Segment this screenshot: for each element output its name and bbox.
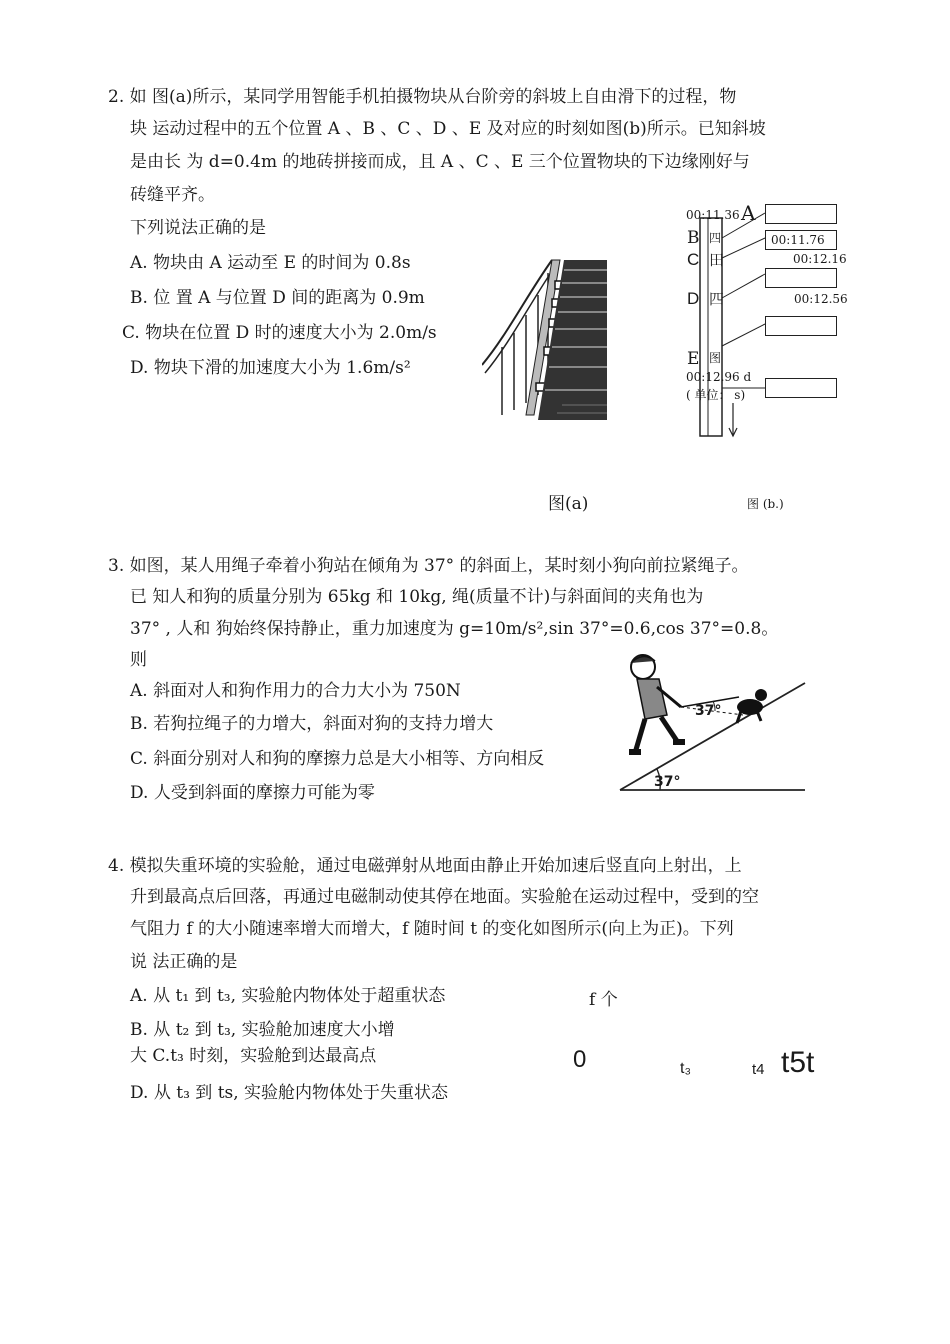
screen-box-e [765, 378, 837, 398]
unit-label: ( 单位： s) [686, 388, 746, 402]
q3-line-4: 则 [130, 650, 147, 670]
time-c: 00:12.16 [793, 252, 847, 266]
q4-option-a: A. 从 t₁ 到 t₃, 实验舱内物体处于超重状态 [130, 986, 446, 1006]
graph-origin-label: 0 [573, 1046, 587, 1073]
char-c: 田 [709, 251, 725, 269]
char-e: 图 [709, 351, 722, 365]
graph-f-axis-label: f 个 [589, 990, 618, 1010]
q4-option-d: D. 从 t₃ 到 ts, 实验舱内物体处于失重状态 [130, 1083, 449, 1103]
figure-b-caption: 图 (b.) [747, 497, 784, 511]
q2-option-a: A. 物块由 A 运动至 E 的时间为 0.8s [130, 253, 411, 273]
figure-a-caption: 图(a) [548, 494, 589, 514]
slope-angle-label: 37° [654, 774, 681, 790]
q3-line-1: 3. 如图，某人用绳子牵着小狗站在倾角为 37° 的斜面上，某时刻小狗向前拉紧绳子。 [108, 556, 749, 576]
q4-line-2: 升到最高点后回落，再通过电磁制动使其停在地面。实验舱在运动过程中，受到的空 [130, 887, 759, 907]
figure-a-staircase [482, 255, 612, 425]
time-b: 00:11.76 [771, 233, 825, 247]
char-d: 四 [709, 290, 725, 308]
time-e: 00:12.96 d [686, 370, 752, 384]
screen-box-a [765, 204, 837, 224]
char-b: 四 [709, 231, 722, 245]
label-b: B [687, 228, 700, 248]
figure-b-timeline [683, 198, 858, 443]
q3-option-b: B. 若狗拉绳子的力增大，斜面对狗的支持力增大 [130, 714, 494, 734]
q2-line-1: 2. 如 图(a)所示，某同学用智能手机拍摄物块从台阶旁的斜坡上自由滑下的过程，物 [108, 87, 737, 107]
q2-prompt: 下列说法正确的是 [130, 218, 266, 238]
q2-line-4: 砖缝平齐。 [130, 185, 215, 205]
label-d: D [687, 289, 700, 308]
q2-line-3: 是由长 为 d=0.4m 的地砖拼接而成，且 A 、C 、E 三个位置物块的下边缘刚好与 [130, 152, 750, 172]
q2-option-d: D. 物块下滑的加速度大小为 1.6m/s² [130, 358, 411, 378]
graph-t4-label: t4 [752, 1061, 765, 1078]
time-a: 00:11.36 [686, 208, 740, 222]
q2-option-c: C. 物块在位置 D 时的速度大小为 2.0m/s [122, 323, 437, 343]
q2-line-2: 块 运动过程中的五个位置 A 、B 、C 、D 、E 及对应的时刻如图(b)所示。已知斜坡 [130, 119, 766, 139]
label-c: C [687, 250, 700, 269]
q2-option-b: B. 位 置 A 与位置 D 间的距离为 0.9m [130, 288, 425, 308]
q4-line-4: 说 法正确的是 [130, 952, 238, 972]
q3-line-2: 已 知人和狗的质量分别为 65kg 和 10kg, 绳(质量不计)与斜面间的夹角也为 [130, 587, 704, 607]
graph-t5-label: t5t [781, 1046, 815, 1079]
q3-option-c: C. 斜面分别对人和狗的摩擦力总是大小相等、方向相反 [130, 749, 545, 769]
screen-box-c [765, 268, 837, 288]
label-e: E [687, 349, 700, 369]
rope-angle-label: 37° [695, 703, 722, 719]
q3-option-d: D. 人受到斜面的摩擦力可能为零 [130, 783, 375, 803]
screen-box-d [765, 316, 837, 336]
q3-line-3: 37° , 人和 狗始终保持静止，重力加速度为 g=10m/s²,sin 37°=0.6,cos 37°=0.8。 [130, 619, 779, 639]
q4-line-3: 气阻力 f 的大小随速率增大而增大，f 随时间 t 的变化如图所示(向上为正)。下列 [130, 919, 734, 939]
q3-option-a: A. 斜面对人和狗作用力的合力大小为 750N [130, 681, 461, 701]
label-a: A [741, 201, 756, 225]
q4-option-b: B. 从 t₂ 到 t₃, 实验舱加速度大小增 [130, 1020, 395, 1040]
graph-t3-label: t₃ [680, 1060, 691, 1077]
q4-line-1: 4. 模拟失重环境的实验舱，通过电磁弹射从地面由静止开始加速后竖直向上射出，上 [108, 856, 742, 876]
time-d: 00:12.56 [794, 292, 848, 306]
q4-option-b-cont-c: 大 C.t₃ 时刻，实验舱到达最高点 [130, 1046, 377, 1066]
